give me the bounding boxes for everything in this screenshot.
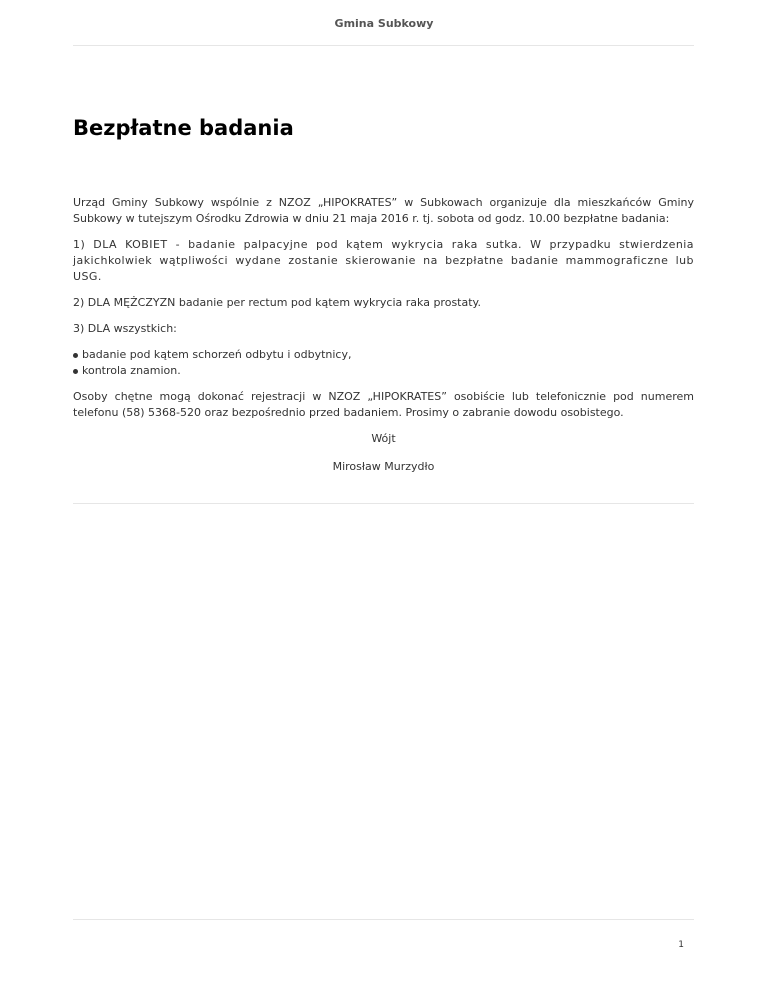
- intro-paragraph: Urząd Gminy Subkowy wspólnie z NZOZ „HIPOKRATES” w Subkowach organizuje dla mieszkańców Gminy Subkowy w tutejszym Ośrodku Zdrowia w dniu 21 maja 2016 r. tj. sobota od godz. 10.00 bezpłatne badania:: [73, 196, 694, 225]
- signature-name: Mirosław Murzydło: [332, 460, 435, 473]
- page-title: Bezpłatne badania: [73, 116, 294, 140]
- women-exam-paragraph: 1) DLA KOBIET - badanie palpacyjne pod kątem wykrycia raka sutka. W przypadku stwierdzenia jakichkolwiek wątpliwości wydane zostanie skierowanie na bezpłatne badanie mammograficzne lub USG.: [73, 238, 694, 283]
- article-body: [73, 195, 694, 487]
- exam-list: [73, 347, 694, 379]
- footer-divider: [73, 919, 694, 920]
- page-number: 1: [678, 940, 684, 950]
- all-exam-heading: 3) DLA wszystkich:: [73, 322, 177, 335]
- list-item: [82, 347, 694, 363]
- content-divider: [73, 503, 694, 504]
- list-item-text: badanie pod kątem schorzeń odbytu i odbytnicy,: [82, 348, 352, 361]
- bullet-icon: [73, 353, 78, 358]
- site-name: Gmina Subkowy: [334, 17, 434, 30]
- registration-paragraph: Osoby chętne mogą dokonać rejestracji w NZOZ „HIPOKRATES” osobiście lub telefonicznie pod numerem telefonu (58) 5368-520 oraz bezpośrednio przed badaniem. Prosimy o zabranie dowodu osobistego.: [73, 390, 694, 419]
- list-item: [82, 363, 694, 379]
- bullet-icon: [73, 369, 78, 374]
- list-item-text: kontrola znamion.: [82, 364, 181, 377]
- header-divider: [73, 45, 694, 46]
- signature-role: Wójt: [371, 432, 396, 445]
- men-exam-paragraph: 2) DLA MĘŻCZYZN badanie per rectum pod kątem wykrycia raka prostaty.: [73, 296, 481, 309]
